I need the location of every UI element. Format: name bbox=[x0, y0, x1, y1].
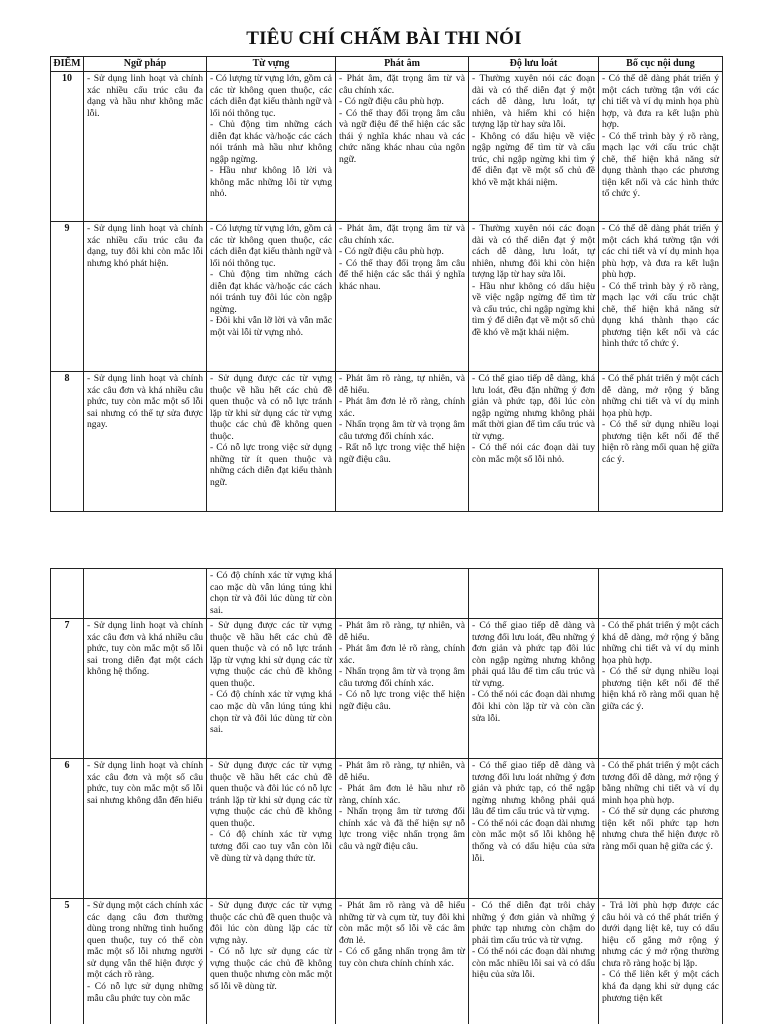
score-cell: 5 bbox=[51, 899, 84, 1024]
criterion-text: - Nhấn trọng âm từ và trọng âm câu tương đối chính xác. bbox=[339, 419, 465, 442]
content-cell bbox=[599, 759, 723, 899]
grammar-cell bbox=[84, 759, 207, 899]
table-row bbox=[51, 899, 723, 1024]
criterion-text: - Chủ động tìm những cách diễn đạt khác và/hoặc các cách nói tránh mà hầu như không ngập ngừng. bbox=[210, 119, 332, 165]
criterion-text: - Sử dụng được các từ vựng thuộc về hầu hết các chủ đề quen thuộc và đôi lúc có nỗ lực tránh lặp từ khi sử dụng các từ vựng thuộc các chủ đề không quen thuộc. bbox=[210, 760, 332, 829]
table-header-row bbox=[51, 57, 723, 72]
grammar-cell bbox=[84, 619, 207, 759]
header-pronunciation: Phát âm bbox=[336, 57, 469, 72]
criterion-text: - Phát âm rõ ràng, tự nhiên, và dễ hiểu. bbox=[339, 620, 465, 643]
table-row bbox=[51, 569, 723, 619]
criterion-text: - Sử dụng được các từ vựng thuộc các chủ đề quen thuộc và đôi lúc còn dùng lặp các từ vựng này. bbox=[210, 900, 332, 946]
criterion-text: - Trả lời phù hợp được các câu hỏi và có thể phát triển ý dưới dạng liệt kê, tuy có dấu hiệu cố gắng mở rộng ý nhưng các ý mở rộng thường chưa rõ ràng hoặc bị lặp. bbox=[602, 900, 719, 969]
vocabulary-cell bbox=[207, 372, 336, 512]
criterion-text: - Có thể dễ dàng phát triển ý một cách tường tận với các chi tiết và ví dụ minh họa phù hợp, và đưa ra kết luận phù hợp. bbox=[602, 73, 719, 131]
header-fluency: Độ lưu loát bbox=[469, 57, 599, 72]
criterion-text: - Có thể trình bày ý rõ ràng, mạch lạc với cấu trúc chặt chẽ, thể hiện khả năng sử dụng thành thạo các phương tiện kết nối và các hình thức tổ chức ý. bbox=[602, 130, 719, 200]
score-cell bbox=[51, 569, 84, 619]
criterion-text: - Có thể thay đổi trọng âm câu để thể hiện các sắc thái ý nghĩa khác nhau. bbox=[339, 257, 465, 292]
criterion-text: - Có nỗ lực trong việc sử dụng những từ ít quen thuộc và những cách diễn đạt kiểu thành ngữ. bbox=[210, 442, 332, 488]
vocabulary-cell bbox=[207, 899, 336, 1024]
criterion-text: - Thường xuyên nói các đoạn dài và có thể diễn đạt ý một cách dễ dàng, lưu loát, tự nhiên, nhưng đôi khi còn hiện tượng lặp từ hay sửa lỗi. bbox=[472, 223, 595, 281]
criterion-text: - Có thể nói các đoạn dài nhưng đôi khi còn lặp từ và còn cần sửa lỗi. bbox=[472, 689, 595, 724]
fluency-cell bbox=[469, 372, 599, 512]
criterion-text: - Có thể dễ dàng phát triển ý một cách khá tường tận với các chi tiết và ví dụ minh họa phù hợp, và đưa ra kết luận phù hợp. bbox=[602, 223, 719, 281]
criterion-text: - Chủ động tìm những cách diễn đạt khác và/hoặc các cách nói tránh tuy đôi lúc còn ngập ngừng. bbox=[210, 269, 332, 315]
criterion-text: - Có thể phát triển ý một cách khá dễ dàng, mở rộng ý bằng những chi tiết và ví dụ minh họa phù hợp. bbox=[602, 620, 719, 666]
grammar-cell bbox=[84, 372, 207, 512]
criterion-text: - Có lượng từ vựng lớn, gồm cả các từ không quen thuộc, các cách diễn đạt kiểu thành ngữ và lối nói thông tục. bbox=[210, 223, 332, 269]
fluency-cell bbox=[469, 619, 599, 759]
score-cell: 9 bbox=[51, 222, 84, 372]
criterion-text: - Sử dụng linh hoạt và chính xác nhiều cấu trúc câu đa dạng và hầu như không mắc lỗi. bbox=[87, 73, 203, 119]
criterion-text: - Có thể phát triển ý một cách tương đối dễ dàng, mở rộng ý bằng những chi tiết và ví dụ minh họa phù hợp. bbox=[602, 760, 719, 806]
criterion-text: - Nhấn trọng âm từ tương đối chính xác và đã thể hiện sự nỗ lực trong việc nhấn trọng âm câu và ngữ điệu câu. bbox=[339, 806, 465, 853]
criterion-text: - Phát âm, đặt trọng âm từ và câu chính xác. bbox=[339, 223, 465, 246]
criterion-text: - Sử dụng linh hoạt và chính xác câu đơn và khá nhiều câu phức, tuy còn mắc một số lỗi sai nhưng có thể tự sửa được ngay. bbox=[87, 373, 203, 431]
criteria-rows-part-2 bbox=[51, 569, 723, 1024]
criterion-text: - Có cố gắng nhấn trọng âm từ tuy còn chưa chính chính xác. bbox=[339, 946, 465, 969]
criterion-text: - Phát âm rõ ràng, tự nhiên, và dễ hiểu. bbox=[339, 373, 465, 396]
criterion-text: - Có thể nói các đoạn dài nhưng còn mắc nhiều lỗi sai và có dấu hiệu của sửa lỗi. bbox=[472, 946, 595, 981]
vocabulary-cell bbox=[207, 619, 336, 759]
criterion-text: - Sử dụng một cách chính xác các dạng câu đơn thường dùng trong những tình huống quen thuộc, tuy có thể còn mắc một số lỗi nhưng người sử dụng vẫn thể hiện được ý một cách rõ ràng. bbox=[87, 900, 203, 981]
criterion-text: - Sử dụng linh hoạt và chính xác nhiều cấu trúc câu đa dạng, tuy đôi khi còn mắc lỗi nhưng khó phát hiện. bbox=[87, 223, 203, 269]
criterion-text: - Rất nỗ lực trong việc thể hiện ngữ điệu câu. bbox=[339, 442, 465, 465]
score-cell: 7 bbox=[51, 619, 84, 759]
criterion-text: - Hầu như không lỗ lời và không mắc những lỗi từ vựng nhỏ. bbox=[210, 165, 332, 200]
criterion-text: - Phát âm rõ ràng và dễ hiểu những từ và cụm từ, tuy đôi khi còn mắc một số lỗi về các âm đơn lẻ. bbox=[339, 900, 465, 946]
criterion-text: - Sử dụng được các từ vựng thuộc về hầu hết các chủ đề quen thuộc và có nỗ lực tránh lặp từ khi sử dụng các từ vựng thuộc các chủ đề không quen thuộc. bbox=[210, 373, 332, 442]
score-cell: 6 bbox=[51, 759, 84, 899]
fluency-cell bbox=[469, 569, 599, 619]
criterion-text: - Có thể giao tiếp dễ dàng, khá lưu loát, đều đặn những ý đơn giản và phức tạp, đôi lúc còn ngập ngừng nhưng không phải mất thời gian để tìm cấu trúc và từ vựng. bbox=[472, 373, 595, 442]
grammar-cell bbox=[84, 569, 207, 619]
pronunciation-cell bbox=[336, 222, 469, 372]
criterion-text: - Có thể diễn đạt trôi chảy những ý đơn giản và những ý phức tạp nhưng còn chậm do phải tìm cấu trúc và từ vựng. bbox=[472, 900, 595, 946]
criterion-text: - Có độ chính xác từ vựng khá cao mặc dù vẫn lúng túng khi chọn từ và đôi lúc dùng từ còn sai. bbox=[210, 570, 332, 616]
pronunciation-cell bbox=[336, 569, 469, 619]
criterion-text: - Thường xuyên nói các đoạn dài và có thể diễn đạt ý một cách dễ dàng, lưu loát, tự nhiên, và hiếm khi có hiện tượng lặp từ hay sửa lỗi. bbox=[472, 73, 595, 131]
document-title: TIÊU CHÍ CHẤM BÀI THI NÓI bbox=[246, 28, 522, 49]
criterion-text: - Có ngữ điệu câu phù hợp. bbox=[339, 96, 444, 108]
criterion-text: - Phát âm, đặt trọng âm từ và câu chính xác. bbox=[339, 73, 465, 96]
table-row bbox=[51, 372, 723, 512]
grammar-cell bbox=[84, 222, 207, 372]
criteria-table-part-1 bbox=[50, 56, 723, 512]
content-cell bbox=[599, 222, 723, 372]
criterion-text: - Hầu như không có dấu hiệu về việc ngập ngừng để tìm từ và cấu trúc, chỉ ngập ngừng khi tìm ý để diễn đạt về một số chủ đề khó về mặt khái niệm. bbox=[472, 280, 595, 338]
table-row bbox=[51, 222, 723, 372]
vocabulary-cell bbox=[207, 569, 336, 619]
header-grammar: Ngữ pháp bbox=[84, 57, 207, 72]
score-cell: 8 bbox=[51, 372, 84, 512]
pronunciation-cell bbox=[336, 619, 469, 759]
criterion-text: - Không có dấu hiệu về việc ngập ngừng để tìm từ và cấu trúc, chỉ ngập ngừng khi tìm ý để diễn đạt về một số chủ đề khó về mặt khái niệm. bbox=[472, 130, 595, 188]
table-row bbox=[51, 619, 723, 759]
grammar-cell bbox=[84, 899, 207, 1024]
criterion-text: - Có thể thay đổi trọng âm câu và ngữ điệu để thể hiện các sắc thái ý nghĩa khác nhau và các chức năng khác nhau của ngôn ngữ. bbox=[339, 107, 465, 165]
pronunciation-cell bbox=[336, 899, 469, 1024]
criterion-text: - Có thể sử dụng các phương tiện kết nối phức tạp hơn nhưng chưa thể hiện được rõ ràng mối quan hệ giữa các ý. bbox=[602, 806, 719, 853]
criterion-text: - Có thể phát triển ý một cách dễ dàng, mở rộng ý bằng những chi tiết và ví dụ minh họa phù hợp. bbox=[602, 373, 719, 419]
pronunciation-cell bbox=[336, 759, 469, 899]
content-cell bbox=[599, 372, 723, 512]
criterion-text: - Nhấn trọng âm từ và trọng âm câu tương đối chính xác. bbox=[339, 666, 465, 689]
header-content-organization: Bố cục nội dung bbox=[599, 57, 723, 72]
criterion-text: - Có lượng từ vựng lớn, gồm cả các từ không quen thuộc, các cách diễn đạt kiểu thành ngữ và lối nói thông tục. bbox=[210, 73, 332, 119]
criterion-text: - Có độ chính xác từ vựng khá cao mặc dù vẫn lúng túng khi chọn từ và đôi lúc dùng từ còn sai. bbox=[210, 689, 332, 736]
vocabulary-cell bbox=[207, 759, 336, 899]
criteria-table-part-2 bbox=[50, 568, 723, 1024]
table-row bbox=[51, 759, 723, 899]
criterion-text: - Có thể liên kết ý một cách khá đa dạng khi sử dụng các phương tiện kết bbox=[602, 969, 719, 1004]
criterion-text: - Có độ chính xác từ vựng tương đối cao tuy vẫn còn lỗi về dùng từ và dạng thức từ. bbox=[210, 829, 332, 864]
criterion-text: - Phát âm đơn lẻ rõ ràng, chính xác. bbox=[339, 643, 465, 666]
vocabulary-cell bbox=[207, 222, 336, 372]
content-cell bbox=[599, 569, 723, 619]
criterion-text: - Có nỗ lực sử dụng các từ vựng thuộc các chủ đề không quen thuộc nhưng còn mắc một số lỗi về dùng từ. bbox=[210, 946, 332, 993]
criterion-text: - Sử dụng được các từ vựng thuộc về hầu hết các chủ đề quen thuộc và có nỗ lực tránh lặp từ vựng khi sử dụng các từ vựng thuộc các chủ đề không quen thuộc. bbox=[210, 620, 332, 689]
criterion-text: - Có thể giao tiếp dễ dàng và tương đối lưu loát những ý đơn giản và phức tạp, có thể ngập ngừng nhưng không phải quá lâu để tìm cấu trúc và từ vựng. bbox=[472, 760, 595, 818]
score-cell: 10 bbox=[51, 72, 84, 222]
content-cell bbox=[599, 899, 723, 1024]
criterion-text: - Đôi khi vẫn lỡ lời và vẫn mắc một vài lỗi từ vựng nhỏ. bbox=[210, 315, 332, 338]
criterion-text: - Có thể trình bày ý rõ ràng, mạch lạc với cấu trúc chặt chẽ, thể hiện khả năng sử dụng khá thành thạo các phương tiện kết nối và các hình thức tổ chức ý. bbox=[602, 280, 719, 350]
criterion-text: - Sử dụng linh hoạt và chính xác câu đơn và một số câu phức, tuy còn mắc một số lỗi sai nhưng không dẫn đến hiểu bbox=[87, 760, 203, 806]
content-cell bbox=[599, 72, 723, 222]
criterion-text: - Sử dụng linh hoạt và chính xác câu đơn và khá nhiều câu phức, tuy còn mắc một số lỗi sai trong diễn đạt một cách không hệ thống. bbox=[87, 620, 203, 678]
pronunciation-cell bbox=[336, 72, 469, 222]
criterion-text: - Có ngữ điệu câu phù hợp. bbox=[339, 246, 444, 258]
header-vocabulary: Từ vựng bbox=[207, 57, 336, 72]
criterion-text: - Phát âm rõ ràng, tự nhiên, và dễ hiểu. bbox=[339, 760, 465, 783]
criterion-text: - Phát âm đơn lẻ hầu như rõ ràng, chính xác. bbox=[339, 783, 465, 806]
content-cell bbox=[599, 619, 723, 759]
criterion-text: - Có thể nói các đoạn dài nhưng còn mắc một số lỗi không hệ thống và có dấu hiệu của sửa lỗi. bbox=[472, 817, 595, 864]
vocabulary-cell bbox=[207, 72, 336, 222]
criterion-text: - Có thể giao tiếp dễ dàng và tương đối lưu loát, đều những ý đơn giản và phức tạp đôi lúc còn ngập ngừng nhưng không phải quá lâu để tìm cấu trúc và từ vựng. bbox=[472, 620, 595, 689]
criterion-text: - Có thể nói các đoạn dài tuy còn mắc một số lỗi nhỏ. bbox=[472, 442, 595, 465]
criterion-text: - Phát âm đơn lẻ rõ ràng, chính xác. bbox=[339, 396, 465, 419]
fluency-cell bbox=[469, 72, 599, 222]
grammar-cell bbox=[84, 72, 207, 222]
fluency-cell bbox=[469, 759, 599, 899]
fluency-cell bbox=[469, 899, 599, 1024]
criterion-text: - Có nỗ lực sử dụng những mẫu câu phức tuy còn mắc bbox=[87, 981, 203, 1004]
fluency-cell bbox=[469, 222, 599, 372]
criterion-text: - Có thể sử dụng nhiều loại phương tiện kết nối để thể hiện khá rõ ràng mối quan hệ giữa các ý. bbox=[602, 666, 719, 713]
pronunciation-cell bbox=[336, 372, 469, 512]
table-row bbox=[51, 72, 723, 222]
criteria-rows-part-1 bbox=[51, 72, 723, 512]
header-score: ĐIỂM bbox=[51, 57, 84, 72]
criterion-text: - Có thể sử dụng nhiều loại phương tiện kết nối để thể hiện rõ ràng mối quan hệ giữa các ý. bbox=[602, 419, 719, 465]
criterion-text: - Có nỗ lực trong việc thể hiện ngữ điệu câu. bbox=[339, 689, 465, 713]
